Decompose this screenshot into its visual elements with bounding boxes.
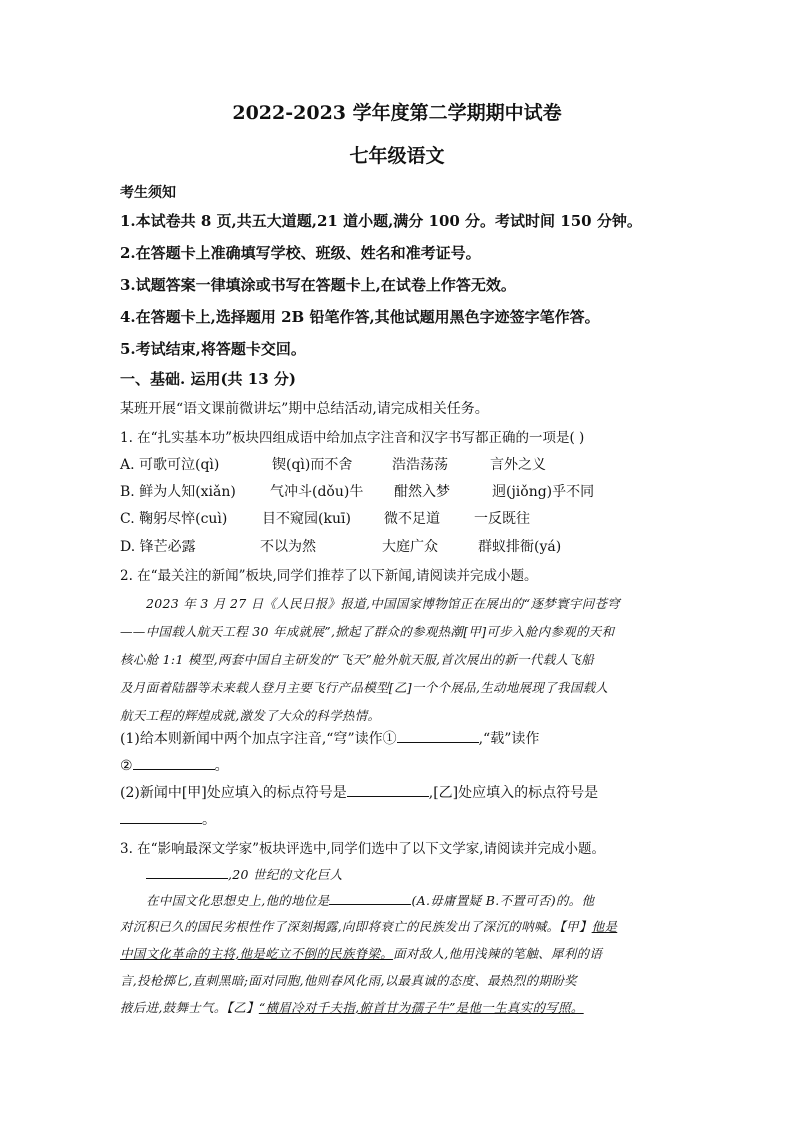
author-p3: 面对敌人,他用浅辣的笔触、犀利的语: [393, 946, 603, 961]
sub1-text-b: ,“载”读作: [478, 731, 540, 747]
option-b-3: 酣然入梦: [394, 484, 450, 500]
question-2-sub2: [120, 782, 598, 802]
option-a-1: A. 可歌可泣(qì): [120, 457, 220, 473]
section-heading: 一、基础. 运用(共 13 分): [120, 370, 296, 388]
notice-heading: 考生须知: [120, 185, 176, 201]
answer-blank-4[interactable]: [120, 809, 202, 824]
option-d-3: 大庭广众: [382, 539, 438, 555]
author-passage-line: 言,投枪掷匕,直刺黑暗;面对同胞,他则春风化雨,以最真诚的态度、最热烈的期盼奖: [120, 973, 577, 988]
option-a-4: 言外之义: [490, 457, 546, 473]
author-p5: 掖后进,鼓舞士气。【乙】: [120, 1000, 259, 1015]
sub2-text-b: ,[乙]处应填入的标点符号是: [428, 785, 599, 801]
option-c-3: 微不足道: [384, 511, 440, 527]
question-2-sub2-cont: [120, 809, 216, 829]
author-heading-suffix: ,20 世纪的文化巨人: [228, 867, 343, 882]
author-p2-underlined: 他是: [591, 919, 618, 934]
notice-item: 5.考试结束,将答题卡交回。: [120, 340, 306, 358]
question-2-sub1: [120, 728, 539, 748]
notice-item: 1.本试卷共 8 页,共五大道题,21 道小题,满分 100 分。考试时间 150 分钟。: [120, 212, 642, 230]
option-d-2: 不以为然: [260, 539, 316, 555]
author-passage-line: [120, 944, 602, 962]
sub1-text-a: (1)给本则新闻中两个加点字注音,“穹”读作①: [120, 731, 397, 747]
option-a-3: 浩浩荡荡: [392, 457, 448, 473]
option-a-2: 锲(qì)而不舍: [272, 457, 353, 473]
answer-blank-1[interactable]: [397, 728, 479, 743]
exam-subtitle: 七年级语文: [349, 145, 445, 167]
section-intro: 某班开展“语文课前微讲坛”期中总结活动,请完成相关任务。: [120, 401, 489, 417]
answer-blank-2[interactable]: [133, 755, 215, 770]
answer-blank-5[interactable]: [146, 864, 228, 879]
author-passage-line: [120, 998, 584, 1016]
author-passage-line: [120, 917, 617, 935]
option-c-2: 目不窥园(kuī): [262, 511, 351, 527]
answer-blank-6[interactable]: [329, 890, 411, 905]
news-passage-line: ——中国载人航天工程 30 年成就展”,掀起了群众的参观热潮[甲]可步入舱内参观的天和: [120, 624, 615, 639]
notice-item: 4.在答题卡上,选择题用 2B 铅笔作答,其他试题用黑色字迹签字笔作答。: [120, 308, 600, 326]
option-c-4: 一反既往: [474, 511, 530, 527]
option-c-1: C. 鞠躬尽悴(cuì): [120, 511, 228, 527]
notice-item: 3.试题答案一律填涂或书写在答题卡上,在试卷上作答无效。: [120, 276, 516, 294]
option-b-2: 气冲斗(dǒu)牛: [270, 484, 364, 500]
question-3-stem: 3. 在“影响最深文学家”板块评选中,同学们选中了以下文学家,请阅读并完成小题。: [120, 841, 606, 857]
author-p2: 对沉积已久的国民劣根性作了深刻揭露,向即将衰亡的民族发出了深沉的呐喊。【甲】: [120, 919, 592, 934]
author-passage-line: [146, 890, 594, 909]
author-p5-underlined: “横眉冷对千夫指,俯首甘为孺子牛”是他一生真实的写照。: [258, 1000, 584, 1015]
news-passage-line: 核心舱 1:1 模型,两套中国自主研发的“飞天”舱外航天服,首次展出的新一代载人飞船: [120, 652, 594, 667]
question-2-stem: 2. 在“最关注的新闻”板块,同学们推荐了以下新闻,请阅读并完成小题。: [120, 568, 538, 584]
option-b-1: B. 鲜为人知(xiǎn): [120, 484, 236, 500]
sub2-text-a: (2)新闻中[甲]处应填入的标点符号是: [120, 785, 347, 801]
news-passage-line: 2023 年 3 月 27 日《人民日报》报道,中国国家博物馆正在展出的“逐梦寰宇问苍穹: [146, 596, 621, 611]
author-p3-underlined: 中国文化革命的主将,他是屹立不倒的民族脊梁。: [120, 946, 394, 961]
author-p1-b: (A.毋庸置疑 B.不置可否)的。他: [411, 893, 595, 908]
exam-title: 2022-2023 学年度第二学期期中试卷: [232, 102, 562, 124]
sub2-end: 。: [202, 812, 216, 828]
option-d-1: D. 锋芒必露: [120, 539, 196, 555]
option-b-4: 迥(jiǒng)乎不同: [492, 484, 595, 500]
sub1-text-c: ②: [120, 758, 133, 774]
author-p1-a: 在中国文化思想史上,他的地位是: [146, 893, 330, 908]
news-passage-line: 航天工程的辉煌成就,激发了大众的科学热情。: [120, 708, 381, 723]
question-1-stem: 1. 在“扎实基本功”板块四组成语中给加点字注音和汉字书写都正确的一项是( ): [120, 430, 585, 446]
notice-item: 2.在答题卡上准确填写学校、班级、姓名和准考证号。: [120, 244, 481, 262]
sub1-end: 。: [214, 758, 229, 774]
option-d-4: 群蚁排衙(yá): [478, 539, 562, 555]
author-heading: [146, 864, 343, 883]
question-2-sub1-cont: [120, 755, 229, 775]
news-passage-line: 及月面着陆器等未来载人登月主要飞行产品模型[乙]一个个展品,生动地展现了我国载人: [120, 680, 609, 695]
answer-blank-3[interactable]: [347, 782, 429, 797]
